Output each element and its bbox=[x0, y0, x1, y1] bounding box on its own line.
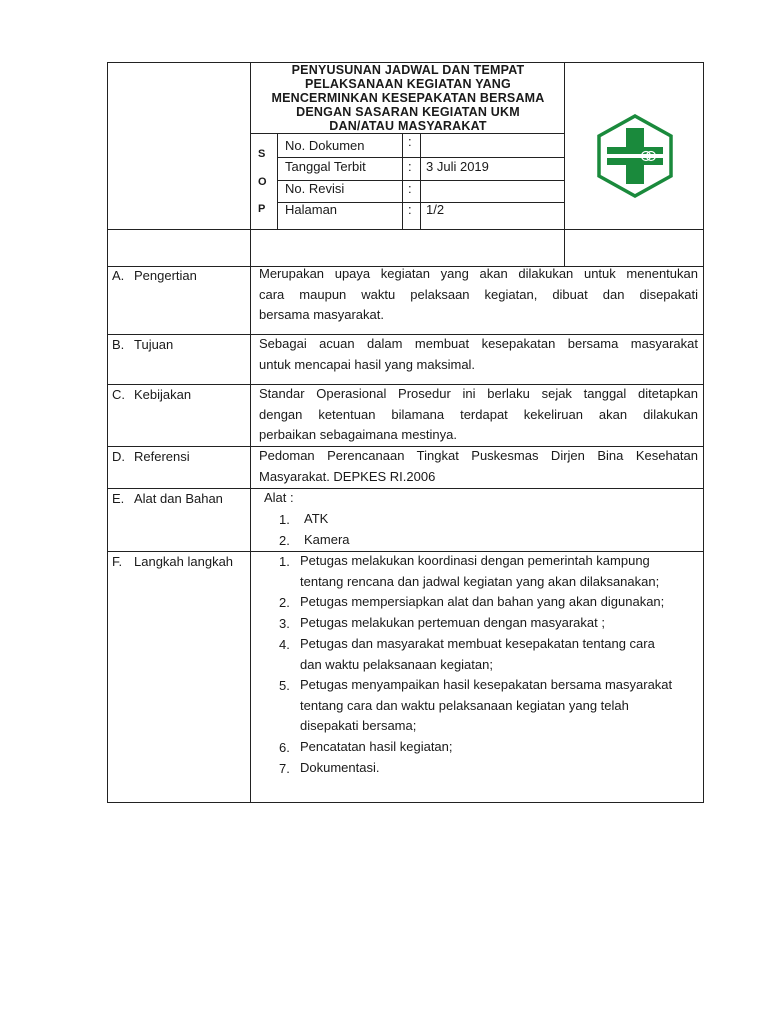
meta-label-halaman: Halaman bbox=[285, 202, 338, 217]
list-number: 2. bbox=[279, 595, 290, 610]
table-border-left bbox=[107, 62, 108, 803]
text-line: Pedoman Perencanaan Tingkat Puskesmas Dirjen Bina Kesehatan bbox=[259, 448, 698, 463]
list-item bbox=[300, 737, 453, 758]
logo-cross-stripe bbox=[607, 154, 663, 158]
section-c-body bbox=[259, 384, 698, 446]
meta-label-no-revisi: No. Revisi bbox=[285, 181, 345, 196]
section-d-body bbox=[259, 446, 698, 487]
list-number: 4. bbox=[279, 637, 290, 652]
header-bottom-line bbox=[107, 229, 704, 230]
title-line: PELAKSANAAN KEGIATAN YANG bbox=[305, 77, 511, 91]
meta-value-halaman: 1/2 bbox=[426, 202, 445, 217]
section-title: Langkah langkah bbox=[134, 554, 234, 569]
text-line: tentang cara dan waktu pelaksanaan kegiatan yang telah bbox=[300, 697, 629, 713]
section-title: Tujuan bbox=[134, 337, 174, 352]
list-item bbox=[300, 675, 672, 737]
list-item bbox=[300, 592, 664, 613]
text-line: Petugas melakukan koordinasi dengan pemerintah kampung bbox=[300, 553, 650, 568]
text-line: Petugas menyampaikan hasil kesepakatan bersama masyarakat bbox=[300, 677, 673, 692]
section-title: Referensi bbox=[134, 449, 190, 464]
title-bottom-line bbox=[250, 133, 564, 134]
list-number: 5. bbox=[279, 678, 290, 693]
text-line: Masyarakat. DEPKES RI.2006 bbox=[259, 468, 436, 484]
text-line: Pencatatan hasil kegiatan; bbox=[300, 739, 453, 754]
text-line: dan waktu pelaksanaan kegiatan; bbox=[300, 656, 493, 672]
sop-letter-s: S bbox=[258, 148, 266, 160]
list-item: Kamera bbox=[304, 532, 350, 547]
sop-letter-o: O bbox=[258, 176, 267, 188]
label-column-divider bbox=[250, 62, 251, 803]
list-number: 1. bbox=[279, 554, 290, 569]
text-line: cara maupun waktu pelaksaan kegiatan, dibuat dan disepakati bbox=[259, 286, 698, 302]
title-line: PENYUSUNAN JADWAL DAN TEMPAT bbox=[291, 63, 525, 77]
section-letter: F. bbox=[112, 554, 123, 569]
text-line: tentang rencana dan jadwal kegiatan yang akan dilaksanakan; bbox=[300, 573, 660, 589]
text-line: bersama masyarakat. bbox=[259, 307, 384, 322]
table-border-right bbox=[703, 62, 704, 803]
section-letter: A. bbox=[112, 268, 125, 283]
text-line: Sebagai acuan dalam membuat kesepakatan bersama masyarakat bbox=[259, 336, 698, 351]
list-item bbox=[300, 551, 659, 592]
list-item bbox=[300, 634, 655, 675]
section-a-label bbox=[112, 268, 197, 283]
meta-value-tanggal-terbit: 3 Juli 2019 bbox=[426, 159, 489, 174]
title-line: MENCERMINKAN KESEPAKATAN BERSAMA bbox=[271, 91, 545, 105]
list-number: 3. bbox=[279, 616, 290, 631]
text-line: Petugas melakukan pertemuan dengan masyarakat ; bbox=[300, 615, 605, 630]
meta-colon: : bbox=[408, 181, 412, 196]
list-number: 7. bbox=[279, 761, 290, 776]
text-line: Dokumentasi. bbox=[300, 760, 380, 775]
sop-letter-p: P bbox=[258, 203, 266, 215]
meta-colon-divider bbox=[420, 133, 421, 229]
text-line: perbaikan sebagaimana mestinya. bbox=[259, 427, 458, 442]
section-a-body bbox=[259, 264, 698, 326]
list-number: 2. bbox=[279, 533, 290, 548]
section-title: Kebijakan bbox=[134, 387, 192, 402]
text-line: Merupakan upaya kegiatan yang akan dilakukan untuk menentukan bbox=[259, 266, 698, 281]
text-line: dengan ketentuan bilamana terdapat kekeliruan akan dilakukan bbox=[259, 406, 698, 422]
text-line: Petugas dan masyarakat membuat kesepakatan tentang cara bbox=[300, 636, 655, 651]
alat-intro: Alat : bbox=[264, 490, 294, 505]
section-c-label bbox=[112, 387, 191, 402]
title-line: DENGAN SASARAN KEGIATAN UKM bbox=[296, 105, 520, 119]
text-line: Petugas mempersiapkan alat dan bahan yang akan digunakan; bbox=[300, 594, 665, 609]
meta-colon: : bbox=[408, 134, 412, 149]
section-line-e bbox=[107, 488, 704, 489]
meta-colon: : bbox=[408, 202, 412, 217]
title-line: DAN/ATAU MASYARAKAT bbox=[329, 119, 487, 133]
meta-row-line-1 bbox=[277, 157, 564, 158]
section-title: Alat dan Bahan bbox=[134, 491, 223, 506]
logo-column-divider bbox=[564, 62, 565, 267]
list-item: ATK bbox=[304, 511, 329, 526]
text-line: Standar Operasional Prosedur ini berlaku sejak tanggal ditetapkan bbox=[259, 386, 698, 401]
list-item bbox=[300, 613, 605, 634]
green-cross-logo-icon bbox=[595, 114, 675, 198]
section-letter: C. bbox=[112, 387, 125, 402]
text-line: untuk mencapai hasil yang maksimal. bbox=[259, 356, 476, 372]
section-b-body bbox=[259, 334, 698, 375]
document-title bbox=[254, 63, 562, 133]
section-e-label bbox=[112, 491, 223, 506]
list-number: 6. bbox=[279, 740, 290, 755]
section-title: Pengertian bbox=[134, 268, 197, 283]
section-letter: D. bbox=[112, 449, 125, 464]
text-line: disepakati bersama; bbox=[300, 718, 417, 733]
section-letter: B. bbox=[112, 337, 125, 352]
meta-colon: : bbox=[408, 159, 412, 174]
section-f-label bbox=[112, 554, 233, 569]
list-number: 1. bbox=[279, 512, 290, 527]
sop-column-divider bbox=[277, 133, 278, 229]
list-item bbox=[300, 758, 379, 779]
section-d-label bbox=[112, 449, 190, 464]
section-letter: E. bbox=[112, 491, 125, 506]
meta-label-tanggal-terbit: Tanggal Terbit bbox=[285, 159, 366, 174]
meta-label-no-dokumen: No. Dokumen bbox=[285, 138, 365, 153]
meta-label-divider bbox=[402, 133, 403, 229]
table-border-bottom bbox=[107, 802, 704, 803]
section-b-label bbox=[112, 337, 173, 352]
